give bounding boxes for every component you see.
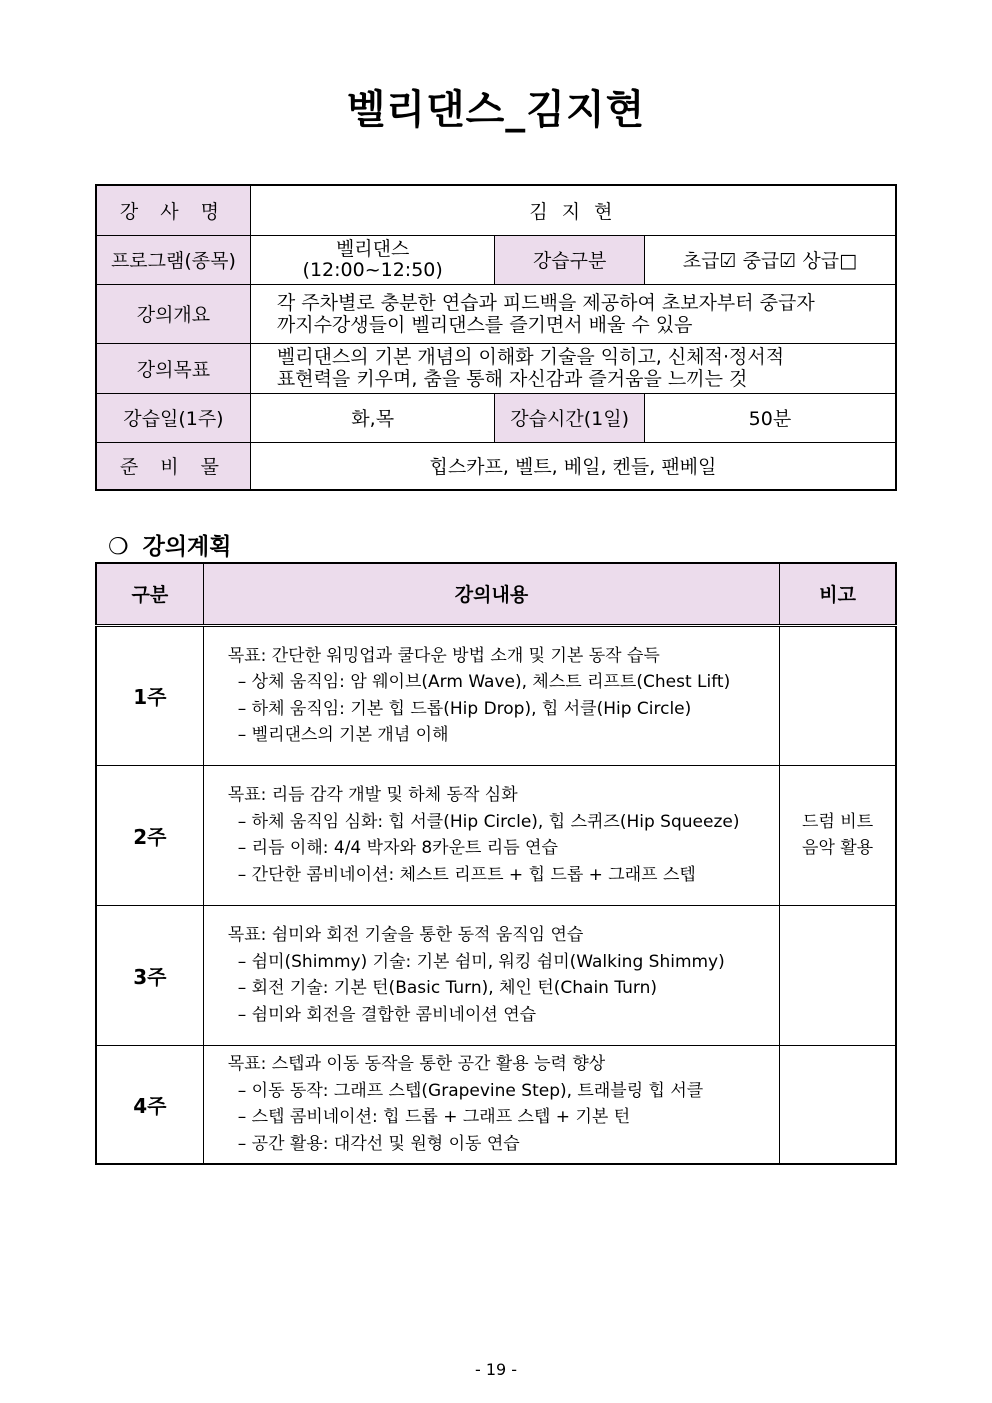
week-label: 2주 — [96, 765, 203, 905]
table-row — [96, 625, 896, 765]
program-time: (12:00~12:50) — [302, 258, 443, 281]
program-name: 벨리댄스 — [335, 237, 410, 260]
week-item: – 회전 기술: 기본 턴(Basic Turn), 체인 턴(Chain Turn) — [237, 978, 658, 998]
duration-value: 50분 — [644, 393, 896, 442]
week-content — [203, 1045, 779, 1164]
week-item: – 상체 움직임: 암 웨이브(Arm Wave), 체스트 리프트(Chest Lift) — [237, 672, 731, 692]
goal-label: 강의목표 — [96, 343, 250, 393]
week-item: – 리듬 이해: 4/4 박자와 8카운트 리듬 연습 — [237, 838, 558, 858]
overview-line: 까지수강생들이 벨리댄스를 즐기면서 배울 수 있음 — [276, 313, 693, 336]
section-title: 강의계획 — [142, 534, 232, 560]
note-line: 드럼 비트 — [802, 811, 874, 832]
week-content — [203, 765, 779, 905]
days-value: 화,목 — [250, 393, 495, 442]
materials-row — [96, 442, 896, 490]
week-goal: 목표: 리듬 감각 개발 및 하체 동작 심화 — [227, 785, 518, 805]
note-line: 음악 활용 — [802, 838, 874, 858]
materials-label: 준 비 물 — [96, 442, 250, 490]
page-number: - 19 - — [474, 1360, 518, 1379]
program-row — [96, 235, 896, 284]
plan-header-row — [96, 563, 896, 625]
header-note: 비고 — [780, 563, 896, 625]
goal-text — [250, 343, 896, 393]
table-row — [96, 905, 896, 1045]
header-content: 강의내용 — [203, 563, 779, 625]
week-goal: 목표: 간단한 워밍업과 쿨다운 방법 소개 및 기본 동작 습득 — [227, 645, 660, 666]
goal-line: 표현력을 키우며, 춤을 통해 자신감과 즐거움을 느끼는 것 — [276, 368, 748, 390]
week-item: – 스텝 콤비네이션: 힙 드롭 + 그래프 스텝 + 기본 턴 — [237, 1107, 631, 1128]
level-value: 초급☑ 중급☑ 상급□ — [644, 235, 896, 284]
instructor-value: 김 지 현 — [250, 185, 896, 235]
instructor-row — [96, 185, 896, 235]
week-item: – 간단한 콤비네이션: 체스트 리프트 + 힙 드롭 + 그래프 스텝 — [237, 864, 696, 885]
week-item: – 쉼미와 회전을 결합한 콤비네이션 연습 — [237, 1004, 537, 1025]
week-item: – 하체 움직임: 기본 힙 드롭(Hip Drop), 힙 서클(Hip Circle) — [237, 698, 692, 719]
duration-label: 강습시간(1일) — [495, 393, 644, 442]
week-item: – 이동 동작: 그래프 스텝(Grapevine Step), 트래블링 힙 서클 — [237, 1080, 704, 1101]
week-note — [780, 625, 896, 765]
lecture-plan-table — [95, 562, 897, 1165]
header-week: 구분 — [96, 563, 203, 625]
week-note — [780, 1045, 896, 1164]
days-label: 강습일(1주) — [96, 393, 250, 442]
table-row — [96, 765, 896, 905]
week-label: 4주 — [96, 1045, 203, 1164]
page-title: 벨리댄스_김지현 — [346, 87, 646, 133]
goal-line: 벨리댄스의 기본 개념의 이해화 기술을 익히고, 신체적·정서적 — [276, 346, 785, 368]
course-info-table — [95, 184, 897, 491]
table-row — [96, 1045, 896, 1164]
circle-bullet-icon: ❍ — [108, 534, 129, 560]
schedule-row — [96, 393, 896, 442]
overview-label: 강의개요 — [96, 284, 250, 343]
program-label: 프로그램(종목) — [96, 235, 250, 284]
overview-row — [96, 284, 896, 343]
week-item: – 벨리댄스의 기본 개념 이해 — [237, 725, 449, 745]
week-goal: 목표: 쉼미와 회전 기술을 통한 동적 움직임 연습 — [227, 925, 584, 945]
overview-line: 각 주차별로 충분한 연습과 피드백을 제공하여 초보자부터 중급자 — [276, 291, 815, 314]
program-value — [250, 235, 495, 284]
week-item: – 쉼미(Shimmy) 기술: 기본 쉼미, 워킹 쉼미(Walking Shimmy) — [237, 951, 725, 972]
week-note — [780, 765, 896, 905]
week-item: – 하체 움직임 심화: 힙 서클(Hip Circle), 힙 스퀴즈(Hip Squeeze) — [237, 811, 740, 832]
week-note — [780, 905, 896, 1045]
week-content — [203, 625, 779, 765]
overview-text — [250, 284, 896, 343]
goal-row — [96, 343, 896, 393]
week-label: 1주 — [96, 625, 203, 765]
week-label: 3주 — [96, 905, 203, 1045]
week-content — [203, 905, 779, 1045]
week-goal: 목표: 스텝과 이동 동작을 통한 공간 활용 능력 향상 — [227, 1054, 606, 1075]
section-heading — [108, 528, 232, 561]
materials-value: 힙스카프, 벨트, 베일, 켄들, 팬베일 — [250, 442, 896, 490]
instructor-label: 강 사 명 — [96, 185, 250, 235]
level-label: 강습구분 — [495, 235, 644, 284]
week-item: – 공간 활용: 대각선 및 원형 이동 연습 — [237, 1133, 520, 1154]
